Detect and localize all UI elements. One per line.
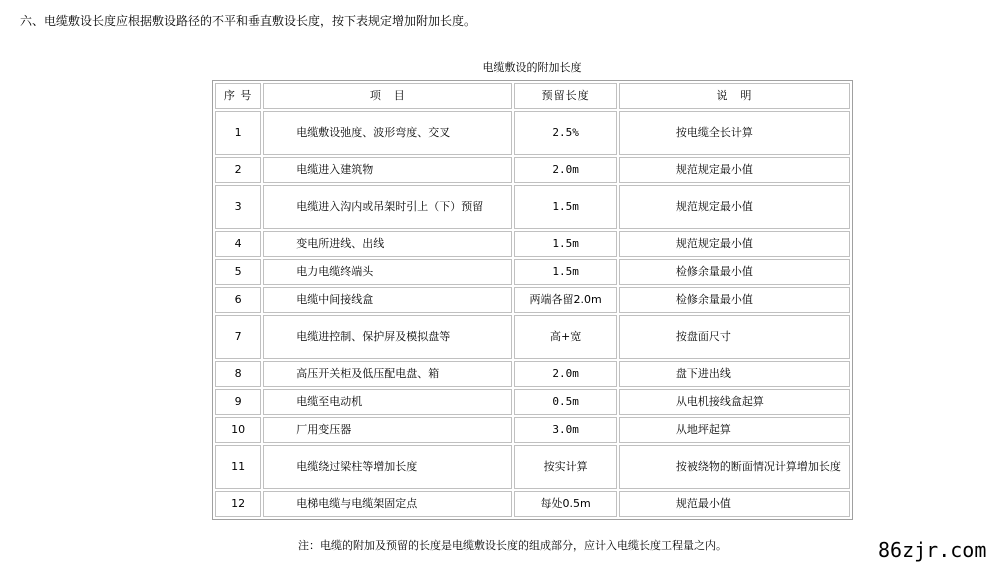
row-length: 2.0m: [514, 361, 616, 387]
header-length: 预留长度: [514, 83, 616, 109]
row-no: 7: [215, 315, 261, 359]
table-row: [215, 287, 850, 313]
table-caption: 电缆敷设的附加长度: [482, 61, 582, 74]
table-row: [215, 315, 850, 359]
row-item: 变电所进线、出线: [263, 231, 512, 257]
row-item: 电缆绕过梁柱等增加长度: [263, 445, 512, 489]
row-length: 1.5m: [514, 185, 616, 229]
row-note: 规范规定最小值: [619, 185, 850, 229]
row-no: 3: [215, 185, 261, 229]
table-row: [215, 157, 850, 183]
row-note: 盘下进出线: [619, 361, 850, 387]
row-no: 1: [215, 111, 261, 155]
row-item: 电缆进入建筑物: [263, 157, 512, 183]
row-item: 电缆中间接线盒: [263, 287, 512, 313]
header-note: 说 明: [619, 83, 850, 109]
table-row: [215, 491, 850, 517]
row-no: 8: [215, 361, 261, 387]
row-length: 3.0m: [514, 417, 616, 443]
row-no: 11: [215, 445, 261, 489]
row-length: 两端各留2.0m: [514, 287, 616, 313]
row-item: 厂用变压器: [263, 417, 512, 443]
row-no: 12: [215, 491, 261, 517]
table-row: [215, 389, 850, 415]
row-item: 电梯电缆与电缆架固定点: [263, 491, 512, 517]
row-no: 6: [215, 287, 261, 313]
row-no: 5: [215, 259, 261, 285]
row-note: 规范规定最小值: [619, 231, 850, 257]
row-length: 高+宽: [514, 315, 616, 359]
row-note: 规范最小值: [619, 491, 850, 517]
row-item: 电缆至电动机: [263, 389, 512, 415]
row-note: 检修余量最小值: [619, 259, 850, 285]
table-footnote: 注：电缆的附加及预留的长度是电缆敷设长度的组成部分，应计入电缆长度工程量之内。: [298, 539, 727, 552]
table-row: [215, 111, 850, 155]
row-length: 1.5m: [514, 231, 616, 257]
section-heading: 六、电缆敷设长度应根据敷设路径的不平和垂直敷设长度，按下表规定增加附加长度。: [20, 14, 477, 28]
row-no: 2: [215, 157, 261, 183]
table-row: [215, 361, 850, 387]
table-row: [215, 185, 850, 229]
row-note: 规范规定最小值: [619, 157, 850, 183]
row-item: 高压开关柜及低压配电盘、箱: [263, 361, 512, 387]
row-length: 0.5m: [514, 389, 616, 415]
row-no: 10: [215, 417, 261, 443]
site-watermark: 86zjr.com: [878, 538, 987, 562]
row-length: 每处0.5m: [514, 491, 616, 517]
row-item: 电缆敷设弛度、波形弯度、交叉: [263, 111, 512, 155]
row-length: 2.0m: [514, 157, 616, 183]
header-no: 序 号: [215, 83, 261, 109]
row-note: 按盘面尺寸: [619, 315, 850, 359]
row-note: 从地坪起算: [619, 417, 850, 443]
table-row: [215, 231, 850, 257]
row-item: 电缆进控制、保护屏及模拟盘等: [263, 315, 512, 359]
row-item: 电缆进入沟内或吊架时引上（下）预留: [263, 185, 512, 229]
row-item: 电力电缆终端头: [263, 259, 512, 285]
table-row: [215, 417, 850, 443]
row-note: 按被绕物的断面情况计算增加长度: [619, 445, 850, 489]
row-length: 按实计算: [514, 445, 616, 489]
row-no: 4: [215, 231, 261, 257]
row-length: 1.5m: [514, 259, 616, 285]
row-note: 检修余量最小值: [619, 287, 850, 313]
row-length: 2.5%: [514, 111, 616, 155]
table-header-row: [215, 83, 850, 109]
header-item: 项 目: [263, 83, 512, 109]
row-note: 按电缆全长计算: [619, 111, 850, 155]
additional-length-table: [212, 80, 853, 520]
row-no: 9: [215, 389, 261, 415]
row-note: 从电机接线盒起算: [619, 389, 850, 415]
table-row: [215, 259, 850, 285]
table-row: [215, 445, 850, 489]
